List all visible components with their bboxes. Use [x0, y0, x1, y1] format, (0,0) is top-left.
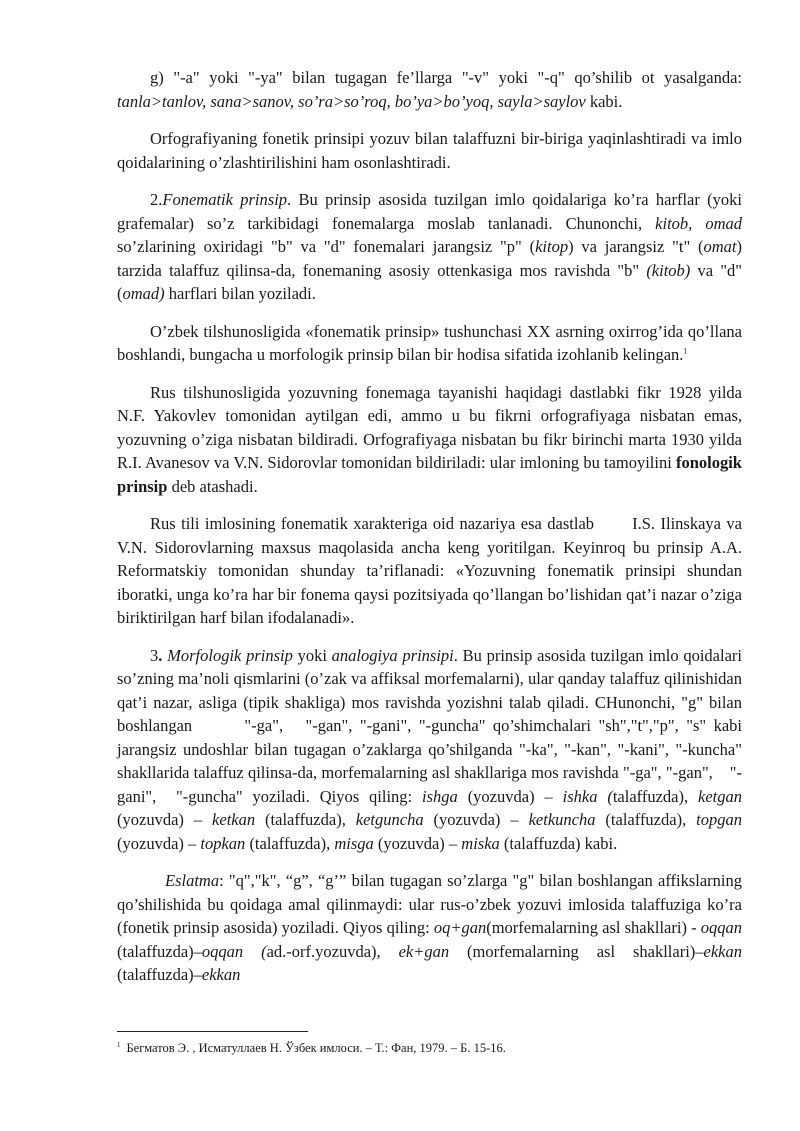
text-run: (yozuvda) – [373, 833, 462, 853]
paragraph-fonetik [117, 127, 742, 174]
italic-term: oqqan ( [201, 941, 267, 961]
text-run: (talaffuzda)– [117, 941, 202, 961]
text-run: : "q","k", “g”, “g’” bilan tugagan so’zlarga "g" bilan boshlangan affikslarning qo’shilishida bu qoidaga amal qilinmaydi: ular rus-o’zbek yozuvi imlosida talaffuziga ko’ra (fonetik prinsip asosida) yoziladi. Qiyos qiling: [117, 871, 742, 937]
text-run: (talaffuzda)– [117, 965, 202, 984]
text-run: . Bu prinsip asosida tuzilgan imlo qoidalariga ko’ra harflar (yoki grafemalar) so’z tarkibidagi fonemalarga moslab tanlanadi. Chunonchi, [117, 190, 742, 233]
text-run: deb atashadi. [167, 476, 258, 496]
paragraph-fonematik [117, 188, 742, 306]
italic-term: ketguncha [355, 810, 424, 829]
italic-term: ishka ( [562, 786, 613, 806]
text-run: g) "-a" yoki "-ya" bilan tugagan fe’llarga "-v" yoki "-q" qo’shilib ot yasalganda: [150, 68, 742, 87]
text-run: 3 [150, 645, 159, 665]
italic-term: analogiya prinsipi [331, 645, 454, 665]
italic-term: misga [334, 833, 374, 853]
paragraph-g [117, 66, 742, 113]
text-run: (talaffuzda), [595, 810, 697, 829]
paragraph-morf [117, 644, 742, 856]
text-run: ) va jarangsiz "t" ( [568, 237, 704, 256]
paragraph-ozbek [117, 320, 742, 367]
bold-term: fonologik prinsip [117, 453, 742, 496]
text-run: (yozuvda) – [457, 786, 563, 806]
italic-term: miska [461, 833, 500, 853]
text-run: (morfemalarning asl shakllari)– [449, 941, 704, 961]
italic-term: Eslatma [165, 871, 220, 890]
text-run: (morfemalarning asl shakllari) - [486, 918, 701, 937]
italic-term: ketkuncha [528, 810, 596, 829]
italic-term: tanla>tanlov, sana>sanov, so’ra>so’roq, bo’ya>bo’yoq, sayla>saylov [117, 91, 586, 111]
text-run: kabi. [585, 91, 623, 111]
text-run: O’zbek tilshunosligida «fonematik prinsip» tushunchasi XX asrning oxirrog’ida qo’llana boshlandi, bungacha u morfologik prinsip bilan bir hodisa sifatida izohlanib kelingan. [117, 321, 742, 364]
footnote-text: Бегматов Э. , Исматуллаев Н. Ўзбек имлоси. – Т.: Фан, 1979. – Б. 15-16. [126, 1041, 506, 1055]
text-run: Rus tilshunosligida yozuvning fonemaga tayanishi haqidagi dastlabki fikr 1928 yilda N.F. Yakovlev tomonidan aytilgan edi, ammo u bu fikrni orfografiyaga nisbatan emas, yozuvning o’ziga nisbatan bildiradi. Orfografiyaga nisbatan bu fikr birinchi marta 1930 yilda R.I. Avanesov va V.N. Sidorovlar tomonidan bildiriladi: ular imloning bu tamoyilini [117, 382, 742, 472]
text-run: talaffuzda), [612, 786, 699, 806]
footnote-marker: 1 [117, 1040, 121, 1049]
text-run: 2. [150, 190, 163, 209]
italic-term: ishga [422, 786, 458, 806]
italic-term: topgan [696, 810, 742, 829]
paragraph-eslatma [117, 869, 742, 987]
text-run: va "d" ( [117, 260, 742, 303]
document-body [117, 66, 742, 1001]
text-run: Rus tili imlosining fonematik xarakteriga oid nazariya esa dastlab I.S. Ilinskaya va V.N. Sidorovlarning maxsus maqolasida ancha keng yoritilgan. Keyinroq bu prinsip A.A. Reformatskiy tomonidan shunday ta’riflanadi: «Yozuvning fonematik prinsipi shundan iboratki, unga ko’ra har bir fonema qaysi pozitsiyada qo’llangan bo’lishidan qat’i nazar o’ziga biriktirilgan harf bilan ifodalanadi». [117, 514, 742, 627]
italic-term: oqqan [700, 918, 742, 937]
italic-term: omad) [122, 284, 165, 303]
bold-term: . [158, 645, 163, 665]
italic-term: ekkan [201, 965, 241, 984]
text-run: yoki [292, 645, 332, 665]
text-run: (yozuvda) – [117, 833, 201, 853]
italic-term: kitop [535, 237, 569, 256]
text-run: (talaffuzda) kabi. [499, 833, 618, 853]
text-run: Orfografiyaning fonetik prinsipi yozuv bilan talaffuzni bir-biriga yaqinlashtiradi va imlo qoidalarining o’zlashtirilishini ham osonlashtiradi. [117, 129, 742, 172]
italic-term: Fonematik prinsip [162, 190, 288, 209]
text-run: ) tarzida talaffuz qilinsa-da, fonemaning asosiy ottenkasiga mos ravishda "b" [117, 237, 742, 280]
paragraph-rus2 [117, 512, 742, 630]
footnote-reference: 1 [683, 346, 688, 356]
text-run: (yozuvda) – [117, 810, 213, 829]
italic-term: (kitob) [646, 260, 691, 280]
italic-term: oq+gan [433, 918, 487, 937]
italic-term: ketgan [698, 786, 742, 806]
italic-term: kitob, omad [655, 213, 742, 233]
text-run: harflari bilan yoziladi. [164, 284, 316, 303]
italic-term: ekkan [703, 941, 743, 961]
italic-term: Morfologik prinsip [167, 645, 293, 665]
italic-term: omat [703, 237, 737, 256]
italic-term: topkan [200, 833, 246, 853]
italic-term: ek+gan [398, 941, 450, 961]
text-run: . Bu prinsip asosida tuzilgan imlo qoidalari so’zning ma’noli qismlarini (o’zak va affiksal morfemalarni), ular qanday talaffuz qilinishidan qat’i nazar, asliga (tipik shakliga) mos ravishda yozishni talab qiladi. CHunonchi, "g" bilan boshlangan "-ga", "-gan", "-gani", "-guncha" qo’shimchalari "sh","t","p", "s" kabi jarangsiz undoshlar bilan tugagan o’zaklarga qo’shilganda "-ka", "-kan", "-kani", "-kuncha" shakllarida talaffuz qilinsa-da, morfemalarning asl shakllariga mos ravishda "-ga", "-gan", "-gani", "-guncha" yoziladi. Qiyos qiling: [117, 645, 742, 806]
footnote [117, 1040, 742, 1056]
text-run: (yozuvda) – [423, 810, 529, 829]
text-run: so’zlarining oxiridagi "b" va "d" fonemalari jarangsiz "p" ( [117, 237, 536, 256]
text-run: ad.-orf.yozuvda), [266, 941, 399, 961]
text-run: (talaffuzda), [245, 833, 335, 853]
italic-term: ketkan [212, 810, 256, 829]
footnote-separator [117, 1031, 308, 1032]
text-run: (talaffuzda), [255, 810, 356, 829]
paragraph-rus1 [117, 381, 742, 499]
